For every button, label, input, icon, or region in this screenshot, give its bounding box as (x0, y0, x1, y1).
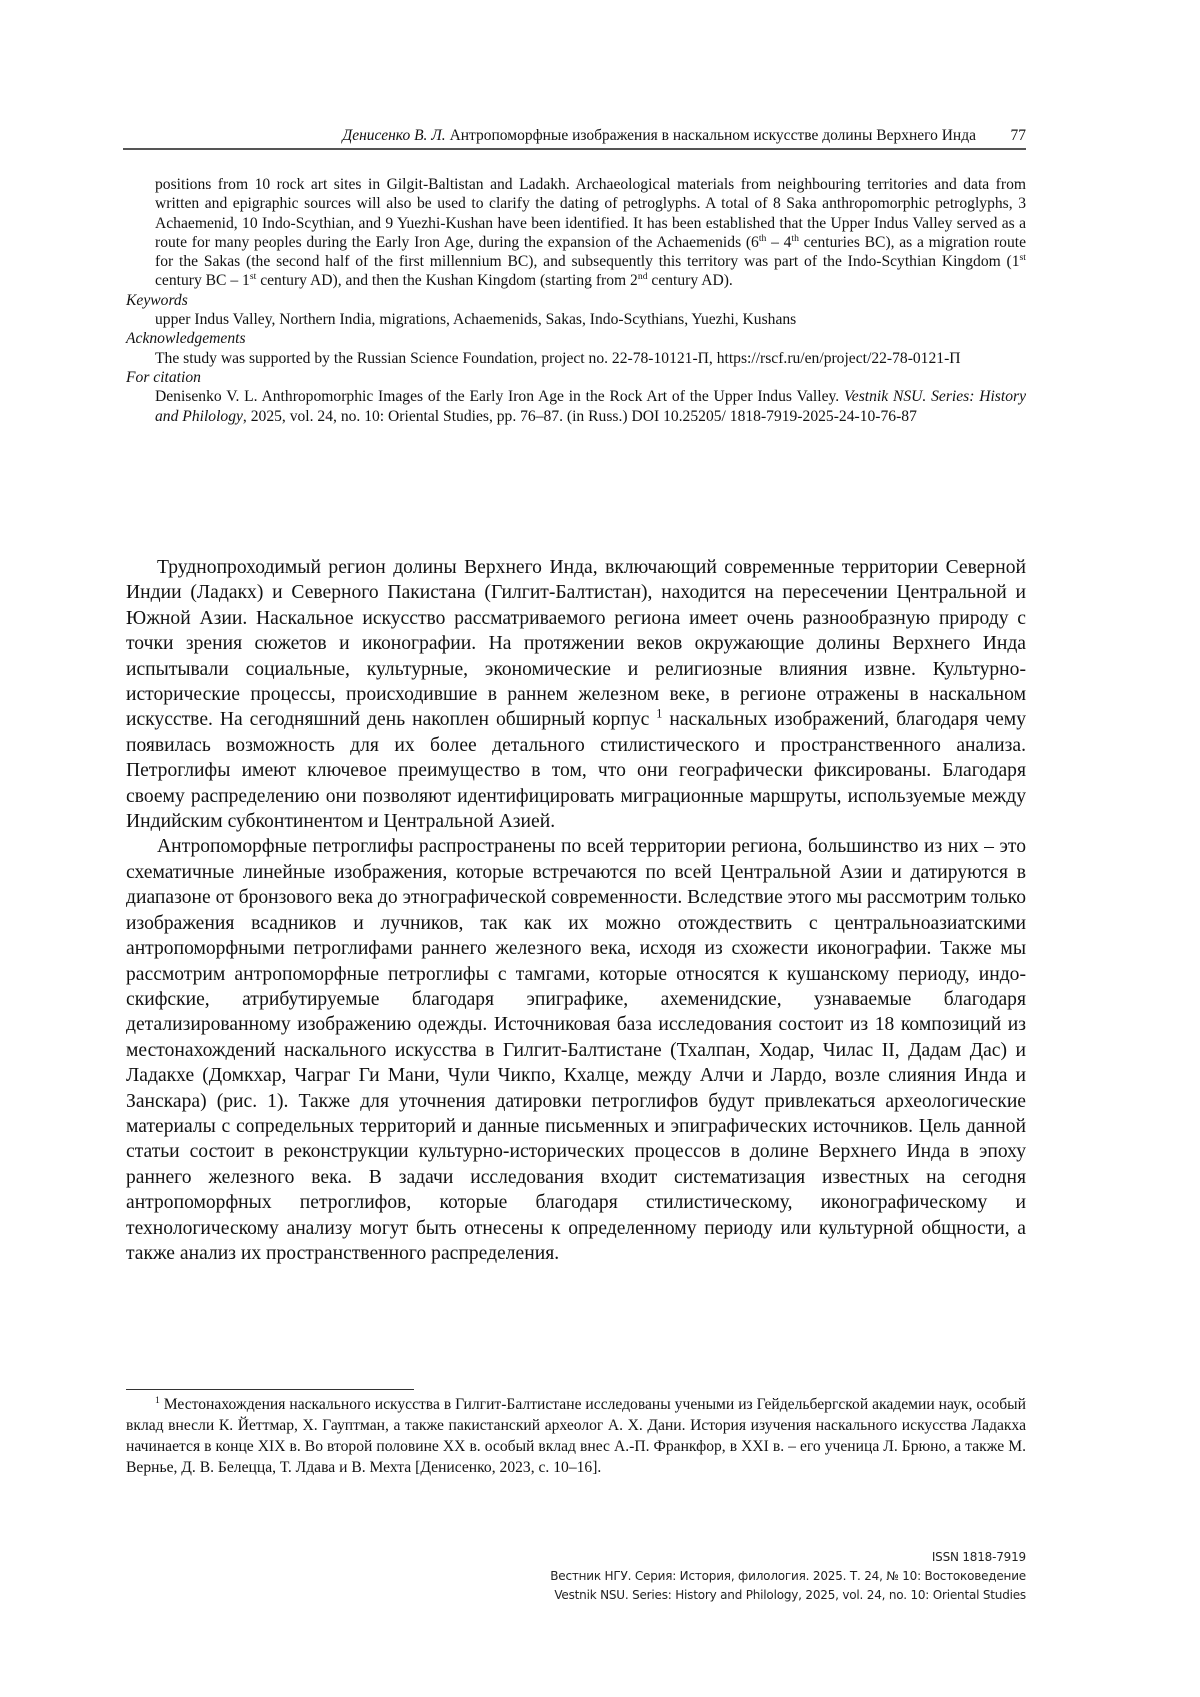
keywords-label: Keywords (126, 291, 188, 309)
abstract-text: positions from 10 rock art sites in Gilgit-Baltistan and Ladakh. Archaeological materials from neighbouring territories and data from written and epigraphic sources will also be used to clarify the dating of petroglyphs. A total of 8 Saka anthropomorphic petroglyphs, 3 Achaemenid, 10 Indo-Scythian, and 9 Yuezhi-Kushan have been identified. It has been established that the Upper Indus Valley served as a route for many peoples during the Early Iron Age, during the expansion of the Achaemenids (6th – 4th centuries BC), as a migration route for the Sakas (the second half of the first millennium BC), and subsequently this territory was part of the Indo-Scythian Kingdom (1st century BC – 1st century AD), and then the Kushan Kingdom (starting from 2nd century AD). (155, 176, 1026, 290)
acknowledgements-label: Acknowledgements (126, 330, 246, 348)
running-head (123, 120, 1026, 150)
body-paragraph-2: Антропоморфные петроглифы распространены по всей территории региона, большинство из них – это схематичные линейные изображения, которые встречаются по всей Центральной Азии и датируются в диапазоне от бронзового века до этнографической современности. Вследствие этого мы рассмотрим только изображения всадников и лучников, так как их можно отождествить с центральноазиатскими антропоморфными петроглифами раннего железного века, исходя из схожести иконографии. Также мы рассмотрим антропоморфные петроглифы с тамгами, которые относятся к кушанскому периоду, индо-скифские, атрибутируемые благодаря эпиграфике, ахеменидские, узнаваемые благодаря детализированному изображению одежды. Источниковая база исследования состоит из 18 композиций из местонахождений наскального искусства в Гилгит-Балтистане (Тхалпан, Ходар, Чилас II, Дадам Дас) и Ладакхе (Домкхар, Чаграг Ги Мани, Чули Чикпо, Кхалце, между Алчи и Лардо, возле слияния Инда и Занскара) (рис. 1). Также для уточнения датировки петроглифов будут привлекаться археологические материалы с сопредельных территорий и данные письменных и эпиграфических источников. Цель данной статьи состоит в реконструкции культурно-исторических процессов в долине Верхнего Инда в эпоху раннего железного века. В задачи исследования входит систематизация известных на сегодня антропоморфных петроглифов, которые благодаря стилистическому, иконографическому и технологическому анализу могут быть отнесены к определенному периоду или культурной общности, а также анализ их пространственного распределения. (126, 836, 1026, 1264)
footnote-text: Местонахождения наскального искусства в Гилгит-Балтистане исследованы учеными из Гейдельбергской академии наук, особый вклад внесли К. Йеттмар, Х. Гауптман, а также пакистанский археолог А. Х. Дани. История изучения наскального искусства Ладакха начинается в конце XIX в. Во второй половине XX в. особый вклад внес А.-П. Франкфор, в XXI в. – его ученица Л. Брюно, а также М. Вернье, Д. В. Белецца, Т. Лдава и В. Мехта [Денисенко, 2023, с. 10–16]. (126, 1396, 1026, 1476)
body-text (126, 555, 1026, 1266)
imprint-en: Vestnik NSU. Series: History and Philology, 2025, vol. 24, no. 10: Oriental Studies (554, 1588, 1026, 1602)
abstract-block (126, 175, 1026, 426)
citation-text: Denisenko V. L. Anthropomorphic Images of the Early Iron Age in the Rock Art of the Upper Indus Valley. Vestnik NSU. Series: History and Philology, 2025, vol. 24, no. 10: Oriental Studies, pp. 76–87. (in Russ.) DOI 10.25205/ 1818-7919-2025-24-10-76-87 (155, 388, 1026, 425)
keywords-text: upper Indus Valley, Northern India, migrations, Achaemenids, Sakas, Indo-Scythians, Yuezhi, Kushans (155, 311, 797, 329)
acknowledgements-text: The study was supported by the Russian Science Foundation, project no. 22-78-10121-П, https://rscf.ru/en/project/22-78-0121-П (155, 349, 961, 367)
imprint-ru: Вестник НГУ. Серия: История, филология. 2025. Т. 24, № 10: Востоковедение (550, 1569, 1026, 1583)
running-head-article-title: Антропоморфные изображения в наскальном искусстве долины Верхнего Инда (449, 127, 976, 144)
footnote (126, 1394, 1026, 1478)
citation-label: For citation (126, 368, 201, 386)
running-head-title (342, 127, 976, 145)
citation-journal: Vestnik NSU. Series: History and Philology (155, 388, 1026, 425)
page-number: 77 (1010, 127, 1026, 144)
body-paragraph-1: Труднопроходимый регион долины Верхнего Инда, включающий современные территории Северной Индии (Ладакх) и Северного Пакистана (Гилгит-Балтистан), находится на пересечении Центральной и Южной Азии. Наскальное искусство рассматриваемого региона имеет очень разнообразную природу с точки зрения сюжетов и иконографии. На протяжении веков окружающие долины Верхнего Инда испытывали социальные, культурные, экономические и религиозные влияния извне. Культурно-исторические процессы, происходившие в раннем железном веке, в регионе отражены в наскальном искусстве. На сегодняшний день накоплен обширный корпус $^1$ наскальных изображений, благодаря чему появилась возможность для их более детального стилистического и пространственного анализа. Петроглифы имеют ключевое преимущество в том, что они географически фиксированы. Благодаря своему распределению они позволяют идентифицировать миграционные маршруты, используемые между Индийским субконтинентом и Центральной Азией. (126, 557, 1026, 833)
footnote-ref[interactable]: 1 (656, 706, 663, 721)
running-head-author: Денисенко В. Л. (342, 127, 446, 144)
footnote-marker: 1 (155, 1394, 160, 1406)
journal-imprint (550, 1548, 1026, 1605)
footnote-divider (126, 1389, 414, 1390)
issn: ISSN 1818-7919 (931, 1550, 1026, 1564)
